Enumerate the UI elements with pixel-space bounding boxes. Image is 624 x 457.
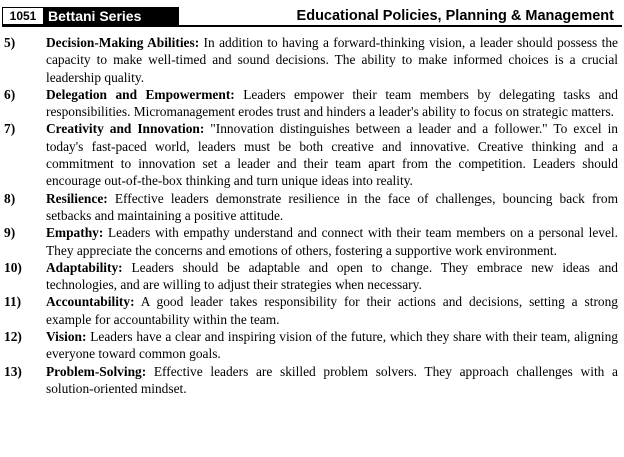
item-text: Effective leaders are skilled problem solvers. They approach challenges with a solution-oriented mindset. [46,363,618,396]
list-item [0,34,624,86]
list-item [0,120,624,189]
list-item [0,259,624,294]
page-header [0,5,624,27]
list-item [0,293,624,328]
item-term: Creativity and Innovation: [46,121,205,137]
item-text: A good leader takes responsibility for their actions and decisions, setting a strong example for accountability within the team. [46,294,618,327]
item-number: 10) [4,259,22,275]
item-number: 13) [4,363,22,379]
list-item [0,190,624,225]
numbered-list [0,34,624,397]
item-text: Leaders should be adaptable and open to change. They embrace new ideas and technologies, and are willing to adjust their strategies when necessary. [46,259,618,293]
item-number: 7) [4,121,16,137]
item-text: Leaders empower their team members by delegating tasks and responsibilities. Micromanagement erodes trust and hinders a leader's ability to focus on strategic matters. [46,86,618,120]
series-label: Bettani Series [44,7,179,25]
header-rule [2,25,622,27]
item-text: Leaders have a clear and inspiring vision of the future, which they share with their team, aligning everyone toward common goals. [46,329,618,362]
item-term: Vision: [46,329,87,345]
book-title: Educational Policies, Planning & Management [296,8,614,24]
list-item [0,363,624,398]
item-term: Problem-Solving: [46,363,147,379]
list-item [0,86,624,121]
item-number: 8) [4,190,16,206]
item-text: "Innovation distinguishes between a leader and a follower." To excel in today's fast-paced world, leaders must be both creative and innovative. Creative thinking and a commitment to innovation set a leader and their team apart from the competition. Leaders should encourage out-of-the-box thinking and turn unique ideas into reality. [46,121,618,189]
item-term: Empathy: [46,225,104,241]
item-number: 11) [4,294,22,310]
item-text: Leaders with empathy understand and connect with their team members on a personal level. They appreciate the concerns and emotions of others, fostering a supportive work environment. [46,225,618,258]
item-term: Decision-Making Abilities: [46,35,200,50]
item-number: 9) [4,225,16,241]
item-text: Effective leaders demonstrate resilience in the face of challenges, bouncing back from setbacks and maintaining a positive attitude. [46,190,618,223]
item-number: 6) [4,86,16,102]
item-term: Delegation and Empowerment: [46,86,235,102]
item-term: Resilience: [46,190,108,206]
item-text: In addition to having a forward-thinking vision, a leader should possess the capacity to make well-timed and sound decisions. The ability to make informed choices is a crucial leadership quality. [46,35,618,85]
item-number: 12) [4,329,22,345]
item-number: 5) [4,35,16,50]
page-number: 1051 [2,7,44,25]
list-item [0,224,624,259]
list-item [0,328,624,363]
item-term: Accountability: [46,294,135,310]
item-term: Adaptability: [46,259,123,275]
